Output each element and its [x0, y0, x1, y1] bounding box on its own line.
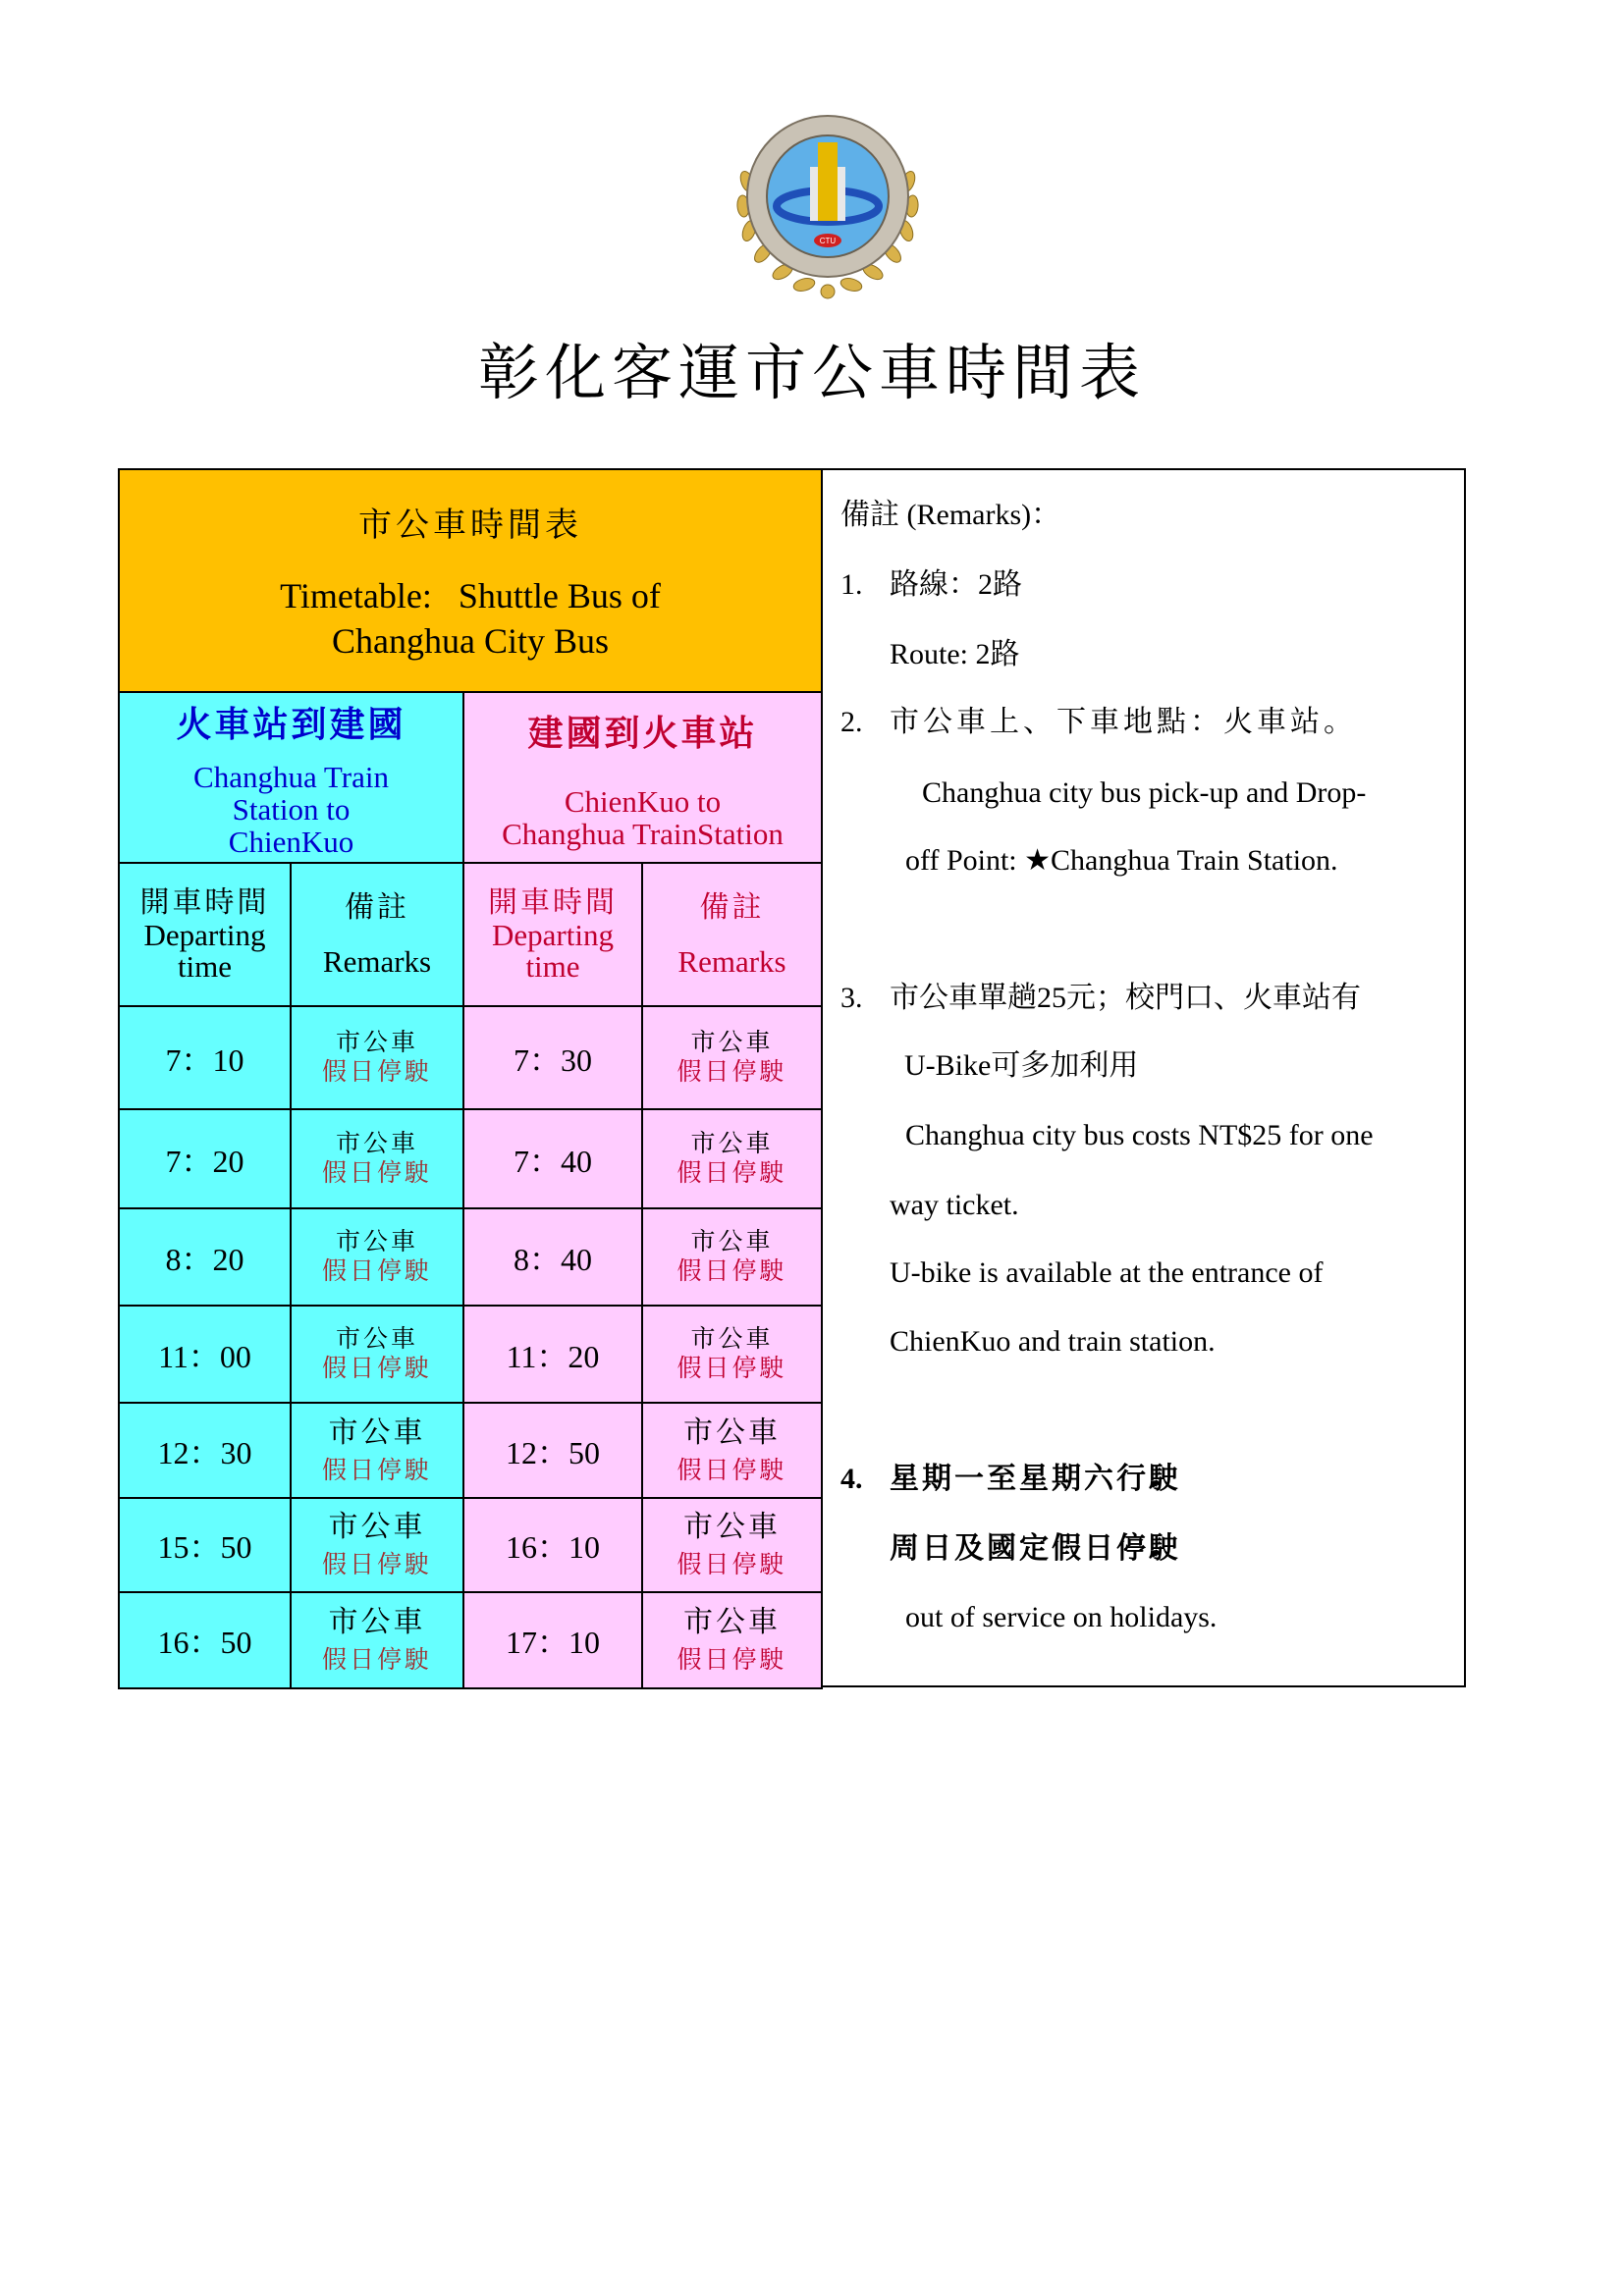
- departure-time-b: [462, 1305, 643, 1404]
- departure-time: 15：50: [157, 1529, 252, 1565]
- remark-1-cn: 路線：2路: [890, 568, 1022, 601]
- remark-bus: 市公車: [683, 1511, 781, 1543]
- departure-time: 8：20: [165, 1241, 244, 1277]
- departure-time-a: [118, 1591, 292, 1689]
- remark-3-en-3: U-bike is available at the entrance of: [890, 1256, 1324, 1289]
- header-title-cn: 市公車時間表: [358, 507, 582, 544]
- col-header-time-a: [118, 862, 292, 1007]
- departure-time-b: [462, 1591, 643, 1689]
- remark-cell-a: [290, 1305, 464, 1404]
- remark-bus: 市公車: [683, 1606, 781, 1638]
- departure-time: 11：00: [158, 1338, 251, 1374]
- col-time-en-1: Departing: [143, 918, 266, 952]
- direction-a-en-2: Station to: [232, 792, 351, 827]
- departure-time-a: [118, 1207, 292, 1307]
- remark-bus: 市公車: [690, 1130, 774, 1157]
- remark-3-cn-2: U-Bike可多加利用: [904, 1049, 1139, 1082]
- remark-holiday-suspended: 假日停駛: [321, 1159, 432, 1187]
- col-time-en-2: time: [177, 949, 233, 984]
- remark-cell-b: [641, 1207, 823, 1307]
- remark-holiday-suspended: 假日停駛: [321, 1257, 432, 1285]
- direction-a-cn: 火車站到建國: [176, 705, 406, 744]
- departure-time: 7：40: [513, 1143, 592, 1179]
- remark-holiday-suspended: 假日停駛: [321, 1355, 432, 1382]
- header-title-en-2: Changhua City Bus: [331, 621, 609, 661]
- departure-time: 12：30: [157, 1434, 252, 1470]
- departure-time: 16：10: [505, 1529, 600, 1565]
- remark-holiday-suspended: 假日停駛: [677, 1355, 787, 1382]
- remark-2-cn: 市公車上、下車地點：火車站。: [890, 706, 1357, 738]
- page-title: 彰化客運市公車時間表: [477, 341, 1146, 407]
- header-title-en-1: Timetable: Shuttle Bus of: [280, 576, 661, 615]
- departure-time-b: [462, 1402, 643, 1499]
- remark-bus: 市公車: [328, 1511, 426, 1543]
- university-logo: [730, 113, 926, 309]
- departure-time-a: [118, 1108, 292, 1209]
- remark-cell-a: [290, 1207, 464, 1307]
- departure-time: 16：50: [157, 1625, 252, 1660]
- col-remarks-cn: 備註: [345, 891, 409, 924]
- direction-b-header: [462, 691, 823, 864]
- departure-time: 17：10: [505, 1625, 600, 1660]
- remark-number-1: 1.: [840, 568, 863, 601]
- remark-cell-b: [641, 1005, 823, 1110]
- remark-bus: 市公車: [335, 1228, 418, 1255]
- departure-time: 11：20: [506, 1338, 600, 1374]
- departure-time: 8：40: [513, 1241, 592, 1277]
- remark-holiday-suspended: 假日停駛: [321, 1647, 432, 1674]
- col-time-cn: 開車時間: [488, 886, 618, 919]
- timetable-header: [118, 468, 823, 693]
- logo-text: CTU: [819, 237, 837, 245]
- remark-bus: 市公車: [690, 1029, 774, 1056]
- col-header-remarks-b: [641, 862, 823, 1007]
- direction-a-en-3: ChienKuo: [228, 825, 354, 859]
- remark-4-en: out of service on holidays.: [905, 1601, 1218, 1633]
- remark-cell-a: [290, 1005, 464, 1110]
- col-header-remarks-a: [290, 862, 464, 1007]
- remark-cell-b: [641, 1591, 823, 1689]
- departure-time: 7：10: [165, 1041, 244, 1078]
- col-time-en-1: Departing: [492, 918, 614, 952]
- remark-3-cn-1: 市公車單趟25元；校門口、火車站有: [890, 982, 1361, 1014]
- col-remarks-cn: 備註: [699, 891, 765, 924]
- remark-holiday-suspended: 假日停駛: [321, 1457, 432, 1484]
- remark-bus: 市公車: [335, 1029, 418, 1056]
- departure-time-b: [462, 1497, 643, 1593]
- col-header-time-b: [462, 862, 643, 1007]
- remark-2-en-2: off Point: ★Changhua Train Station.: [905, 844, 1338, 877]
- remark-bus: 市公車: [335, 1130, 418, 1157]
- remark-cell-b: [641, 1402, 823, 1499]
- direction-a-header: [118, 691, 464, 864]
- remark-cell-a: [290, 1591, 464, 1689]
- direction-a-en-1: Changhua Train: [193, 760, 389, 794]
- direction-b-en-1: ChienKuo to: [564, 783, 722, 819]
- departure-time-a: [118, 1402, 292, 1499]
- remark-number-4: 4.: [840, 1463, 863, 1495]
- remark-4-cn-2: 周日及國定假日停駛: [890, 1532, 1181, 1565]
- remark-holiday-suspended: 假日停駛: [677, 1058, 787, 1086]
- departure-time: 12：50: [505, 1434, 600, 1470]
- remark-holiday-suspended: 假日停駛: [321, 1058, 432, 1086]
- departure-time-a: [118, 1305, 292, 1404]
- remark-4-cn-1: 星期一至星期六行駛: [890, 1463, 1181, 1495]
- col-remarks-en: Remarks: [322, 944, 432, 979]
- remark-holiday-suspended: 假日停駛: [677, 1647, 787, 1674]
- remark-holiday-suspended: 假日停駛: [677, 1257, 787, 1285]
- remark-number-3: 3.: [840, 982, 863, 1014]
- remark-bus: 市公車: [335, 1325, 418, 1353]
- remarks-heading: 備註 (Remarks)：: [840, 499, 1061, 531]
- remarks-panel: [821, 468, 1466, 1687]
- remark-1-en: Route: 2路: [890, 638, 1020, 670]
- remark-bus: 市公車: [690, 1228, 774, 1255]
- col-time-en-2: time: [525, 949, 580, 984]
- remark-cell-b: [641, 1305, 823, 1404]
- remark-cell-a: [290, 1497, 464, 1593]
- departure-time: 7：30: [513, 1041, 592, 1078]
- departure-time-b: [462, 1005, 643, 1110]
- direction-b-cn: 建國到火車站: [527, 713, 758, 753]
- remark-bus: 市公車: [328, 1415, 426, 1449]
- remark-holiday-suspended: 假日停駛: [321, 1552, 432, 1578]
- remark-number-2: 2.: [840, 706, 863, 738]
- remark-2-en-1: Changhua city bus pick-up and Drop-: [922, 776, 1367, 809]
- col-remarks-en: Remarks: [677, 944, 786, 979]
- remark-holiday-suspended: 假日停駛: [677, 1159, 787, 1187]
- remark-cell-b: [641, 1497, 823, 1593]
- remark-cell-b: [641, 1108, 823, 1209]
- direction-b-en-2: Changhua TrainStation: [502, 816, 784, 851]
- departure-time: 7：20: [165, 1143, 244, 1179]
- remark-3-en-1: Changhua city bus costs NT$25 for one: [905, 1119, 1374, 1151]
- remark-holiday-suspended: 假日停駛: [677, 1457, 787, 1484]
- remark-bus: 市公車: [690, 1325, 774, 1353]
- departure-time-a: [118, 1497, 292, 1593]
- remark-3-en-4: ChienKuo and train station.: [890, 1325, 1216, 1358]
- remark-holiday-suspended: 假日停駛: [677, 1552, 787, 1578]
- remark-bus: 市公車: [683, 1415, 781, 1449]
- departure-time-b: [462, 1108, 643, 1209]
- departure-time-b: [462, 1207, 643, 1307]
- remark-cell-a: [290, 1402, 464, 1499]
- remark-3-en-2: way ticket.: [890, 1189, 1019, 1221]
- departure-time-a: [118, 1005, 292, 1110]
- remark-bus: 市公車: [328, 1606, 426, 1638]
- remark-cell-a: [290, 1108, 464, 1209]
- col-time-cn: 開車時間: [139, 886, 270, 919]
